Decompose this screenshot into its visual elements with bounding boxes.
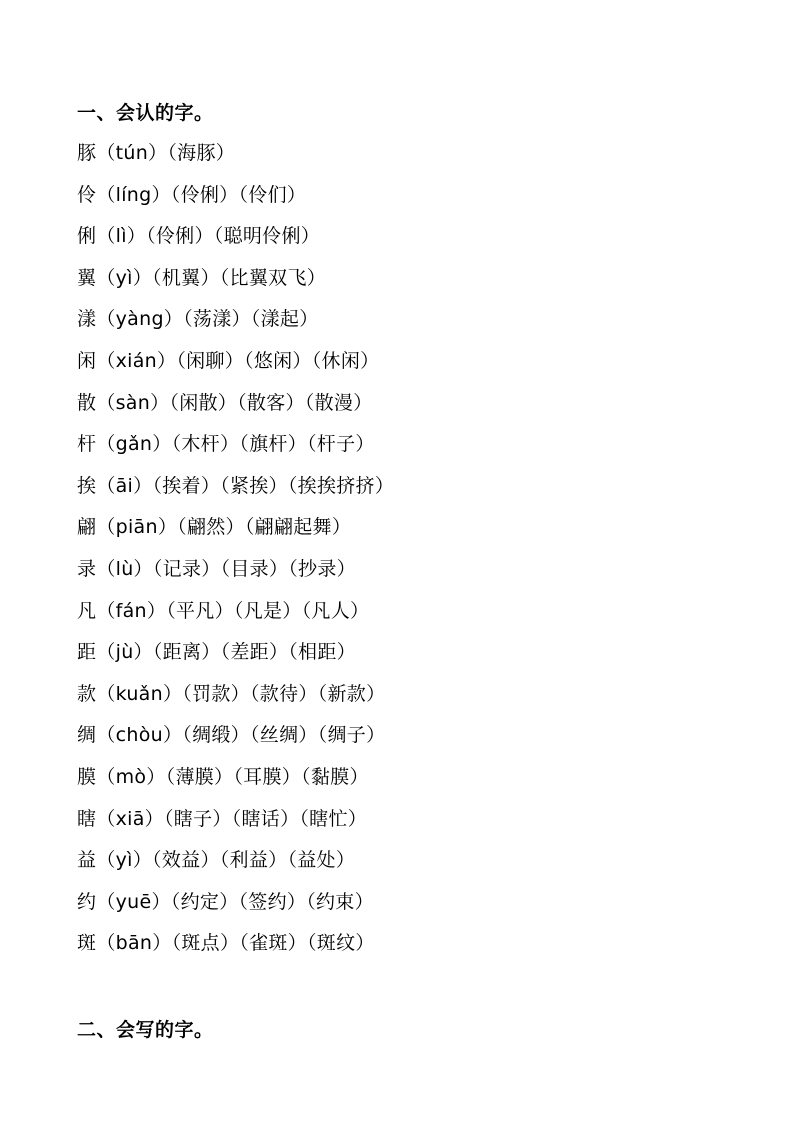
character-entry xyxy=(77,183,394,225)
entry-character: 散 xyxy=(77,391,97,414)
entry-character: 俐 xyxy=(77,225,97,248)
entry-pinyin: （yàng） xyxy=(96,308,184,331)
character-entry xyxy=(77,765,394,807)
entry-words: （薄膜）（耳膜）（黏膜） xyxy=(165,765,369,788)
entry-pinyin: （bān） xyxy=(96,932,172,955)
character-entry xyxy=(77,391,394,433)
entry-character: 闲 xyxy=(77,349,97,372)
character-entry xyxy=(77,640,394,682)
entry-pinyin: （xián） xyxy=(96,349,177,372)
entry-character: 斑 xyxy=(77,932,97,955)
character-entry xyxy=(77,807,394,849)
entry-words: （绸缎）（丝绸）（绸子） xyxy=(182,724,386,747)
character-entry xyxy=(77,848,394,890)
entry-pinyin: （yuē） xyxy=(96,890,171,913)
character-entry xyxy=(77,141,394,183)
entry-pinyin: （āi） xyxy=(96,474,153,497)
character-entry xyxy=(77,432,394,474)
entry-pinyin: （tún） xyxy=(96,142,168,164)
character-entry xyxy=(77,890,394,932)
entry-words: （木杆）（旗杆）（杆子） xyxy=(171,433,375,456)
entry-pinyin: （kuǎn） xyxy=(96,682,183,705)
entry-character: 绸 xyxy=(77,724,97,747)
entry-character: 款 xyxy=(77,682,97,705)
entry-character: 豚 xyxy=(77,142,97,164)
entry-pinyin: （chòu） xyxy=(96,724,183,747)
entry-character: 益 xyxy=(77,849,97,872)
entry-character: 瞎 xyxy=(77,807,97,830)
entry-pinyin: （lù） xyxy=(96,557,153,580)
character-entry xyxy=(77,723,394,765)
entry-pinyin: （líng） xyxy=(96,183,171,206)
entry-pinyin: （piān） xyxy=(96,516,178,539)
entry-words: （斑点）（雀斑）（斑纹） xyxy=(171,932,375,955)
entry-words: （罚款）（款待）（新款） xyxy=(182,682,386,705)
entry-words: （约定）（签约）（约束） xyxy=(170,890,374,913)
entry-words: （闲散）（散客）（散漫） xyxy=(169,391,373,414)
entry-words: （距离）（差距）（相距） xyxy=(152,641,356,664)
character-entry xyxy=(77,349,394,391)
character-entry xyxy=(77,599,394,641)
entry-character: 录 xyxy=(77,557,97,580)
character-entry xyxy=(77,557,394,599)
character-entry xyxy=(77,266,394,308)
entry-pinyin: （jù） xyxy=(96,641,153,664)
entry-words: （闲聊）（悠闲）（休闲） xyxy=(176,349,380,372)
entry-words: （伶俐）（伶们） xyxy=(170,183,307,206)
entry-character: 翼 xyxy=(77,266,97,289)
entry-words: （效益）（利益）（益处） xyxy=(152,849,356,872)
entry-words: （记录）（目录）（抄录） xyxy=(152,557,356,580)
entry-pinyin: （lì） xyxy=(96,225,147,248)
entry-words: （伶俐）（聪明伶俐） xyxy=(146,225,321,248)
entry-words: （机翼）（比翼双飞） xyxy=(152,266,327,289)
entry-words: （翩然）（翩翩起舞） xyxy=(177,516,352,539)
entry-pinyin: （xiā） xyxy=(96,807,164,830)
section-title-write: 二、会写的字。 xyxy=(77,1019,214,1041)
entry-pinyin: （yì） xyxy=(96,849,153,872)
character-entry xyxy=(77,931,394,973)
entry-character: 约 xyxy=(77,890,97,913)
entry-character: 杆 xyxy=(77,433,97,456)
character-entry xyxy=(77,515,394,557)
entry-character: 伶 xyxy=(77,183,97,206)
entry-character: 漾 xyxy=(77,308,97,331)
entry-pinyin: （fán） xyxy=(96,599,167,622)
entry-character: 膜 xyxy=(77,765,97,788)
section-title-recognize: 一、会认的字。 xyxy=(77,102,214,124)
entry-pinyin: （sàn） xyxy=(96,391,170,414)
entry-words: （荡漾）（漾起） xyxy=(183,308,319,331)
entry-character: 距 xyxy=(77,641,97,664)
character-entry xyxy=(77,682,394,724)
entry-character: 挨 xyxy=(77,474,97,497)
character-list xyxy=(77,141,394,973)
character-entry xyxy=(77,224,394,266)
entry-character: 翩 xyxy=(77,516,97,539)
entry-words: （海豚） xyxy=(167,142,236,164)
character-entry xyxy=(77,474,394,516)
entry-pinyin: （mò） xyxy=(96,765,166,788)
entry-character: 凡 xyxy=(77,599,97,622)
entry-pinyin: （yì） xyxy=(96,266,153,289)
character-entry xyxy=(77,307,394,349)
entry-words: （挨着）（紧挨）（挨挨挤挤） xyxy=(152,474,395,497)
entry-pinyin: （gǎn） xyxy=(96,433,172,456)
entry-words: （平凡）（凡是）（凡人） xyxy=(166,599,370,622)
entry-words: （瞎子）（瞎话）（瞎忙） xyxy=(163,807,368,830)
